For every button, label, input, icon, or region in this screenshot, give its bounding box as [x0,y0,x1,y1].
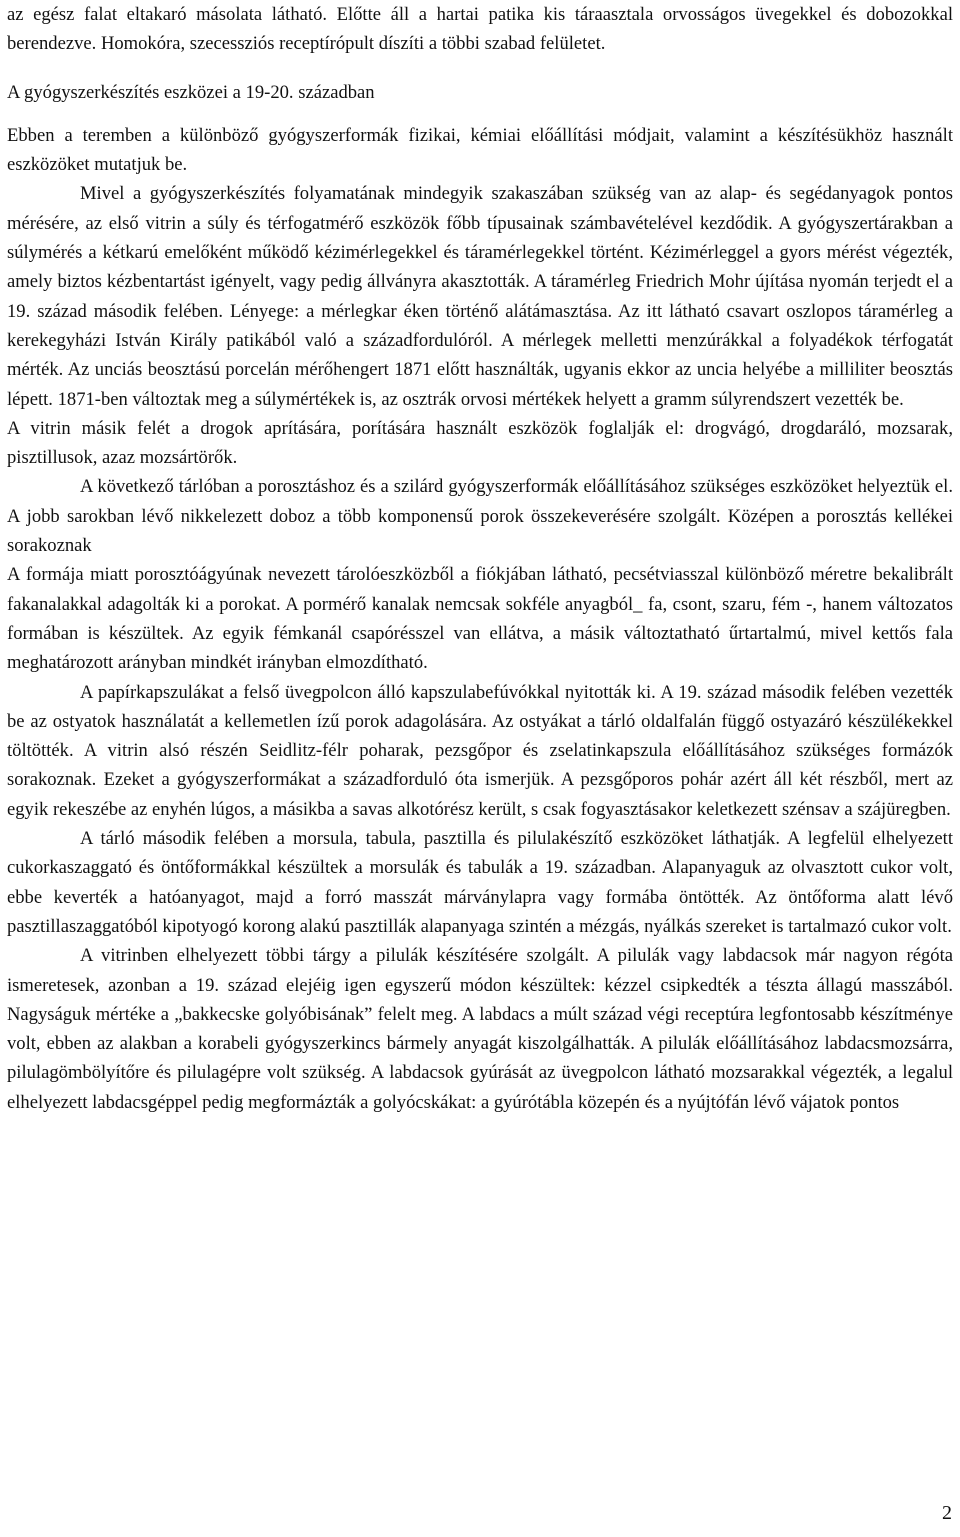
paragraph-pills: A vitrinben elhelyezett többi tárgy a pilulák készítésére szolgált. A pilulák vagy labdacsok már nagyon régóta ismeretesek, azonban a 19. század elejéig igen egyszerű módon készültek: kézzel csipkedték a tészta állagú masszából. Nagyságuk mértéke a „bakkecske golyóbisának” felelt meg. A labdacs a múlt század végi receptúra legfontosabb készítménye volt, ebben az alakban a korabeli gyógyszerkincs bármely anyagát kiszolgálhatták. A pilulák előállításához labdacsmozsárra, pilulagömbölyítőre és pilulagépre volt szükség. A labdacsok gyúrását az üvegpolcon látható mozsarakkal végezték, a legalul elhelyezett labdacsgéppel pedig megformázták a golyócskákat: a gyúrótábla közepén és a nyújtófán lévő vájatok pontos [7,945,953,1113]
paragraph-powder-dosing: A következő tárlóban a porosztáshoz és a szilárd gyógyszerformák előállításához szükséges eszközöket helyeztük el. A jobb sarokban lévő nikkelezett doboz a több komponensű porok összekeverésére szolgált. Középen a porosztás kellékei sorakoznak [7,476,953,557]
paragraph-intro: az egész falat eltakaró másolata látható. Előtte áll a hartai patika kis táraasztala orvosságos üvegekkel és dobozokkal berendezve. Homokóra, szecessziós receptírópult díszíti a többi szabad felületet. [7,4,953,55]
page-number: 2 [942,1502,952,1524]
paragraph-capsules: A papírkapszulákat a felső üvegpolcon álló kapszulabefúvókkal nyitották ki. A 19. század második felében vezették be az ostyatok használatát a kellemetlen ízű porok adagolására. Az ostyákat a tárló oldalfalán függő ostyazáró készülékekkel töltötték. A vitrin alsó részén Seidlitz-félr poharak, pezsgőpor és zselatinkapszula előállításához szükséges formázók sorakoznak. Ezeket a gyógyszerformákat a századforduló óta ismerjük. A pezsgőporos pohár azért áll két részből, mert az egyik rekeszébe az enyhén lúgos, a másikba a savas alkotórész került, s csak fogyasztásakor keletkezett szénsav a szájüregben. [7,681,953,820]
paragraph-grinding-tools: A vitrin másik felét a drogok aprítására, porítására használt eszközök foglalják el: drogvágó, drogdaráló, mozsarak, pisztillusok, azaz mozsártörők. [7,417,953,469]
paragraph-powder-spoons: A formája miatt porosztóágyúnak nevezett tárolóeszközből a fiókjában látható, pecsétviasszal különböző méretre bekalibrált fakanalakkal adagolták ki a porokat. A pormérő kanalak nemcsak sokféle anyagból_ fa, csont, szaru, fém -, hanem változatos formában is készültek. Az egyik fémkanál csapórésszel van ellátva, a másik változtatható űrtartalmú, mivel kettős fala meghatározott arányban mindkét irányban elmozdítható. [7,564,953,674]
document-page [7,0,953,1117]
paragraph-morsula-tabula: A tárló második felében a morsula, tabula, pasztilla és pilulakészítő eszközöket láthatják. A legfelül elhelyezett cukorkaszaggató és öntőformákkal készültek a morsulák és tabulák a 19. században. Alapanyaguk az olvasztott cukor volt, ebbe keverték a hatóanyagot, majd a forró masszát márványlapra vagy formába öntötték. Az öntőforma alatt lévő pasztillaszaggatóból kipotyogó korong alakú pasztillák alapanyaga szintén a mézgás, nyálkás szereket is tartalmazó cukor volt. [7,828,953,937]
section-heading: A gyógyszerkészítés eszközei a 19-20. században [7,81,375,103]
paragraph-measurement: Mivel a gyógyszerkészítés folyamatának mindegyik szakaszában szükség van az alap- és segédanyagok pontos mérésére, az első vitrin a súly és térfogatmérő eszközök főbb típusainak számbavételével kezdődik. A gyógyszertárakban a súlymérés a kétkarú emelőként működő kézimérlegekkel és táramérlegekkel történt. Kézimérleggel a gyors mérést végezték, amely biztos kézbentartást igényelt, vagy pedig állványra akasztották. A táramérleg Friedrich Mohr újítása nyomán terjedt el a 19. század második felében. Lényege: a mérlegkar éken történő alátámasztása. Az itt látható csavart oszlopos táramérleg a kerekegyházi István Király patikából való a századfordulóról. A mérlegek melletti menzúrákkal a folyadékok térfogatát mérték. Az unciás beosztású porcelán mérőhengert 1871 előtt használták, ugyanis ekkor az uncia helyébe a milliliter beosztás lépett. 1871-ben változtak meg a súlymértékek is, az osztrák orvosi mértékek helyett a gramm súlyrendszert vezették be. [7,183,953,410]
paragraph-room-overview: Ebben a teremben a különböző gyógyszerformák fizikai, kémiai előállítási módjait, valamint a készítésükhöz használt eszközöket mutatjuk be. [7,124,953,176]
